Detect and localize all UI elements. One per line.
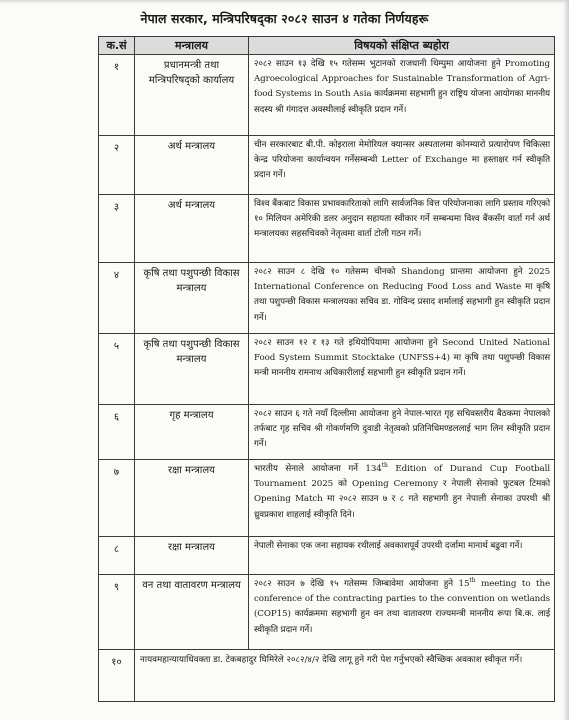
row-summary: नायवमहान्यायाधिवक्ता डा. टेकबहादुर घिमिरेले २०८२/४/२ देखि लागू हुने गरी पेश गर्नुभएको स्वैच्छिक अवकाश स्वीकृत गर्ने। bbox=[135, 650, 555, 702]
summary-superscript: th bbox=[381, 462, 388, 470]
summary-text: विश्व बैंकबाट विकास प्रभावकारिताको लागि सार्वजनिक वित्त परियोजनाका लागि प्रस्ताव गरिएको १० मिलियन अमेरिकी डलर अनुदान सहायता स्वीकार गर्ने सम्बन्धमा विश्व बैंकसँग वार्ता गर्न अर्थ मन्त्रालयका सहसचिवको नेतृत्वमा वार्ता टोली गठन गर्ने। bbox=[254, 199, 550, 240]
summary-text: मा कृषि तथा पशुपन्छी विकास मन्त्रालयका सचिव डा. गोविन्द प्रसाद शर्मालाई सहभागी हुन स्वीकृति प्रदान गर्ने। bbox=[254, 282, 550, 323]
header-ministry: मन्त्रालय bbox=[135, 37, 249, 55]
row-summary bbox=[249, 460, 555, 537]
row-ministry: वन तथा वातावरण मन्त्रालय bbox=[135, 575, 249, 650]
row-summary bbox=[249, 334, 555, 405]
summary-english: meeting to the conference of the contracting parties to the convention on wetlands (COP15) bbox=[254, 579, 550, 620]
row-ministry: अर्थ मन्त्रालय bbox=[135, 136, 249, 195]
row-summary bbox=[249, 136, 555, 195]
summary-text: २०८२ साउन १३ देखि १५ गतेसम्म भुटानको राजधानी थिम्पुमा आयोजना हुने bbox=[254, 59, 505, 69]
row-number: १ bbox=[99, 55, 135, 136]
row-ministry: कृषि तथा पशुपन्छी विकास मन्त्रालय bbox=[135, 334, 249, 405]
summary-text: भारतीय सेनाले आयोजना गर्ने 134 bbox=[254, 464, 382, 474]
table-header-row bbox=[99, 37, 555, 55]
table-row bbox=[99, 195, 555, 263]
summary-text: २०८२ साउन १२ र १३ गते इथियोपियामा आयोजना हुने bbox=[254, 338, 443, 348]
row-summary bbox=[249, 575, 555, 650]
table-row bbox=[99, 537, 555, 575]
scan-shadow-right bbox=[563, 0, 569, 720]
row-summary bbox=[249, 55, 555, 136]
row-summary bbox=[249, 537, 555, 575]
page-title: नेपाल सरकार, मन्त्रिपरिषद्का २०८२ साउन ४ गतेका निर्णयहरू bbox=[140, 11, 429, 26]
row-number: २ bbox=[99, 136, 135, 195]
scan-shadow-top bbox=[0, 0, 569, 4]
header-number: क.सं bbox=[99, 37, 135, 55]
summary-english: Edition of Durand Cup Football Tournament 2025 को Opening Ceremony bbox=[254, 464, 550, 490]
row-ministry: कृषि तथा पशुपन्छी विकास मन्त्रालय bbox=[135, 263, 249, 334]
row-number: ८ bbox=[99, 537, 135, 575]
row-number: ३ bbox=[99, 195, 135, 263]
table-row bbox=[99, 55, 555, 136]
summary-english: Letter of Exchange bbox=[381, 155, 468, 166]
row-ministry: गृह मन्त्रालय bbox=[135, 405, 249, 460]
summary-text: कार्यक्रममा सहभागी हुन वन तथा वातावरण राज्यमन्त्री माननीय रूपा बि.क. लाई स्वीकृति प्रदान गर्ने। bbox=[254, 609, 550, 635]
summary-text: २०८२ साउन ७ देखि १५ गतेसम्म जिम्बावेमा आयोजना हुने 15 bbox=[254, 579, 470, 589]
row-number: ४ bbox=[99, 263, 135, 334]
decisions-table bbox=[98, 36, 555, 702]
summary-text: नेपाली सेनाका एक जना सहायक रथीलाई अवकाशपूर्व उपरथी दर्जामा मानार्थ बढुवा गर्ने। bbox=[254, 541, 523, 551]
summary-text: कार्यक्रममा सहभागी हुन राष्ट्रिय योजना आयोगका माननीय सदस्य श्री गंगादत्त अवस्थीलाई स्वीकृति प्रदान गर्ने। bbox=[254, 89, 550, 115]
row-summary bbox=[249, 263, 555, 334]
row-summary bbox=[249, 405, 555, 460]
row-number: ५ bbox=[99, 334, 135, 405]
row-number: ९ bbox=[99, 575, 135, 650]
summary-text: मा कृषि तथा पशुपन्छी विकास मन्त्री माननीय रामनाथ अधिकारीलाई सहभागी हुन स्वीकृति प्रदान गर्ने। bbox=[254, 353, 551, 379]
row-summary bbox=[249, 195, 555, 263]
summary-text: २०८२ साउन ८ देखि १० गतेसम्म चीनको Shandong प्रान्तमा आयोजना हुने bbox=[254, 267, 529, 277]
table-row bbox=[99, 650, 555, 702]
row-number: ६ bbox=[99, 405, 135, 460]
summary-superscript: th bbox=[469, 577, 476, 585]
table-row bbox=[99, 405, 555, 460]
table-row bbox=[99, 263, 555, 334]
row-ministry: प्रधानमन्त्री तथा मन्त्रिपरिषद्‌को कार्यालय bbox=[135, 55, 249, 136]
row-ministry: रक्षा मन्त्रालय bbox=[135, 460, 249, 537]
summary-english: 2025 International Conference on Reducing Food Loss and Waste bbox=[254, 267, 550, 293]
table-row bbox=[99, 460, 555, 537]
summary-text: र नेपाली सेनाको फुटबल टिमको Opening Match मा २०८२ साउन ७ र ८ गते सहभागी हुन नेपाली सेनाका उपरथी श्री ध्रुवप्रकाश शाहलाई स्वीकृति दिने। bbox=[254, 479, 550, 520]
table-row bbox=[99, 575, 555, 650]
table-row bbox=[99, 334, 555, 405]
summary-english: Second United National Food System Summit Stocktake (UNFSS+4) bbox=[254, 338, 550, 364]
row-ministry: अर्थ मन्त्रालय bbox=[135, 195, 249, 263]
summary-text: मा हस्ताक्षर गर्न स्वीकृति प्रदान गर्ने। bbox=[254, 155, 550, 181]
table-row bbox=[99, 136, 555, 195]
header-summary: विषयको संक्षिप्त ब्यहोरा bbox=[249, 37, 555, 55]
row-number: ७ bbox=[99, 460, 135, 537]
summary-english: Promoting Agroecological Approaches for Sustainable Transformation of Agri-food Systems in South Asia bbox=[254, 59, 550, 100]
row-ministry: रक्षा मन्त्रालय bbox=[135, 537, 249, 575]
row-number: १० bbox=[99, 650, 135, 702]
summary-text: चीन सरकारबाट बी.पी. कोइराला मेमोरियल क्यान्सर अस्पतालमा कोनम्यारो प्रत्यारोपण चिकित्सा केन्द्र परियोजना कार्यान्वयन गर्नेसम्बन्धी bbox=[254, 140, 550, 166]
summary-text: २०८२ साउन ६ गते नयाँ दिल्लीमा आयोजना हुने नेपाल-भारत गृह सचिवस्तरीय बैठकमा नेपालको तर्फबाट गृह सचिव श्री गोकर्णमणि दुवाडी नेतृत्वको प्रतिनिधिमण्डललाई भाग लिन स्वीकृति प्रदान गर्ने। bbox=[254, 409, 550, 450]
